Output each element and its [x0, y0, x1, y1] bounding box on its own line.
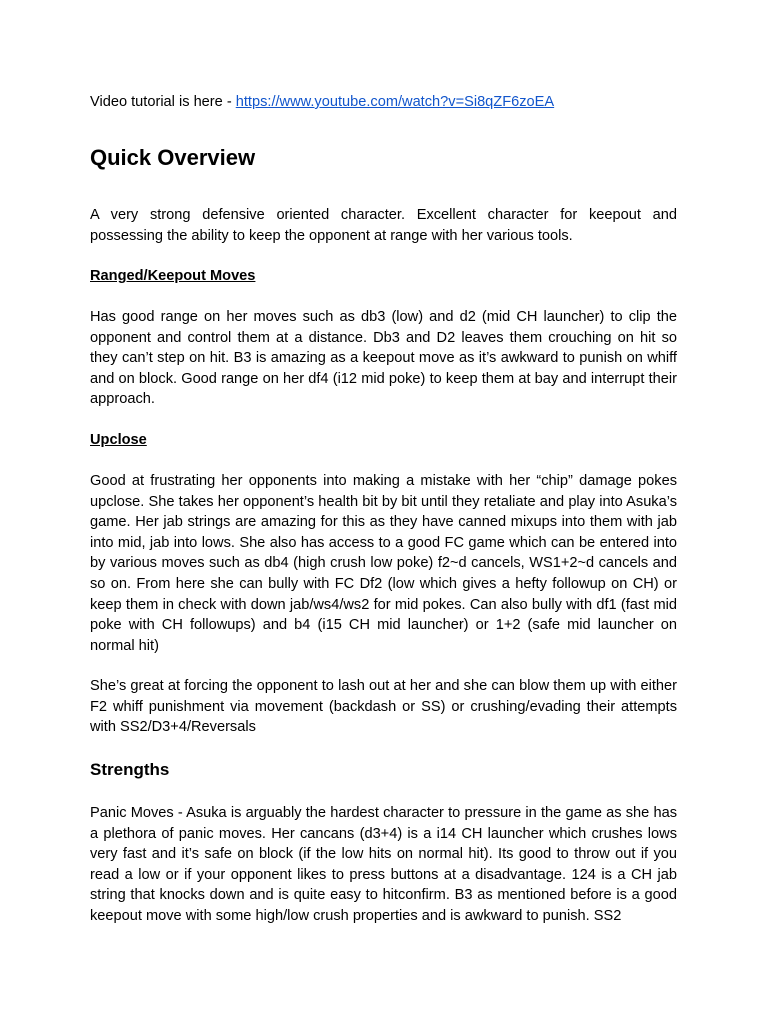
ranged-heading: Ranged/Keepout Moves	[90, 268, 256, 284]
page-title: Quick Overview	[90, 145, 256, 170]
video-tutorial-link[interactable]: https://www.youtube.com/watch?v=Si8qZF6zoEA	[235, 94, 555, 110]
ranged-paragraph: Has good range on her moves such as db3 (low) and d2 (mid CH launcher) to clip the opponent and control them at a distance. Db3 and D2 leaves them crouching on hit so they can’t step on hit. B3 is amazing as a keepout move as it’s awkward to punish on whiff and on block. Good range on her df4 (i12 mid poke) to keep them at bay and interrupt their approach.	[90, 309, 677, 408]
upclose-heading: Upclose	[90, 432, 147, 448]
strengths-paragraph: Panic Moves - Asuka is arguably the hardest character to pressure in the game as she has a plethora of panic moves. Her cancans (d3+4) is a i14 CH launcher which crushes lows very fast and it’s safe on block (if the low hits on normal hit). Its good to throw out if you read a low or if your opponent likes to press buttons at a disadvantage. 124 is a CH jab string that knocks down and is quite easy to hitconfirm. B3 as mentioned before is a good keepout move with some high/low crush properties and is awkward to punish. SS2	[90, 805, 677, 924]
video-tutorial-line	[90, 93, 554, 111]
overview-paragraph: A very strong defensive oriented character. Excellent character for keepout and possessing the ability to keep the opponent at range with her various tools.	[90, 207, 677, 244]
upclose-paragraph-2: She’s great at forcing the opponent to lash out at her and she can blow them up with either F2 whiff punishment via movement (backdash or SS) or crushing/evading their attempts with SS2/D3+4/Reversals	[90, 678, 677, 736]
strengths-heading: Strengths	[90, 760, 170, 779]
intro-text: Video tutorial is here -	[90, 94, 236, 110]
upclose-paragraph-1: Good at frustrating her opponents into making a mistake with her “chip” damage pokes upclose. She takes her opponent’s health bit by bit until they retaliate and play into Asuka’s game. Her jab strings are amazing for this as they have canned mixups into them with jab into mid, jab into lows. She also has access to a good FC game which can be entered into by various moves such as db4 (high crush low poke) f2~d cancels, WS1+2~d cancels and so on. From here she can bully with FC Df2 (low which gives a hefty followup on CH) or keep them in check with down jab/ws4/ws2 for mid pokes. Can also bully with df1 (fast mid poke with CH followups) and b4 (i15 CH mid launcher) or 1+2 (safe mid launcher on normal hit)	[90, 473, 677, 654]
